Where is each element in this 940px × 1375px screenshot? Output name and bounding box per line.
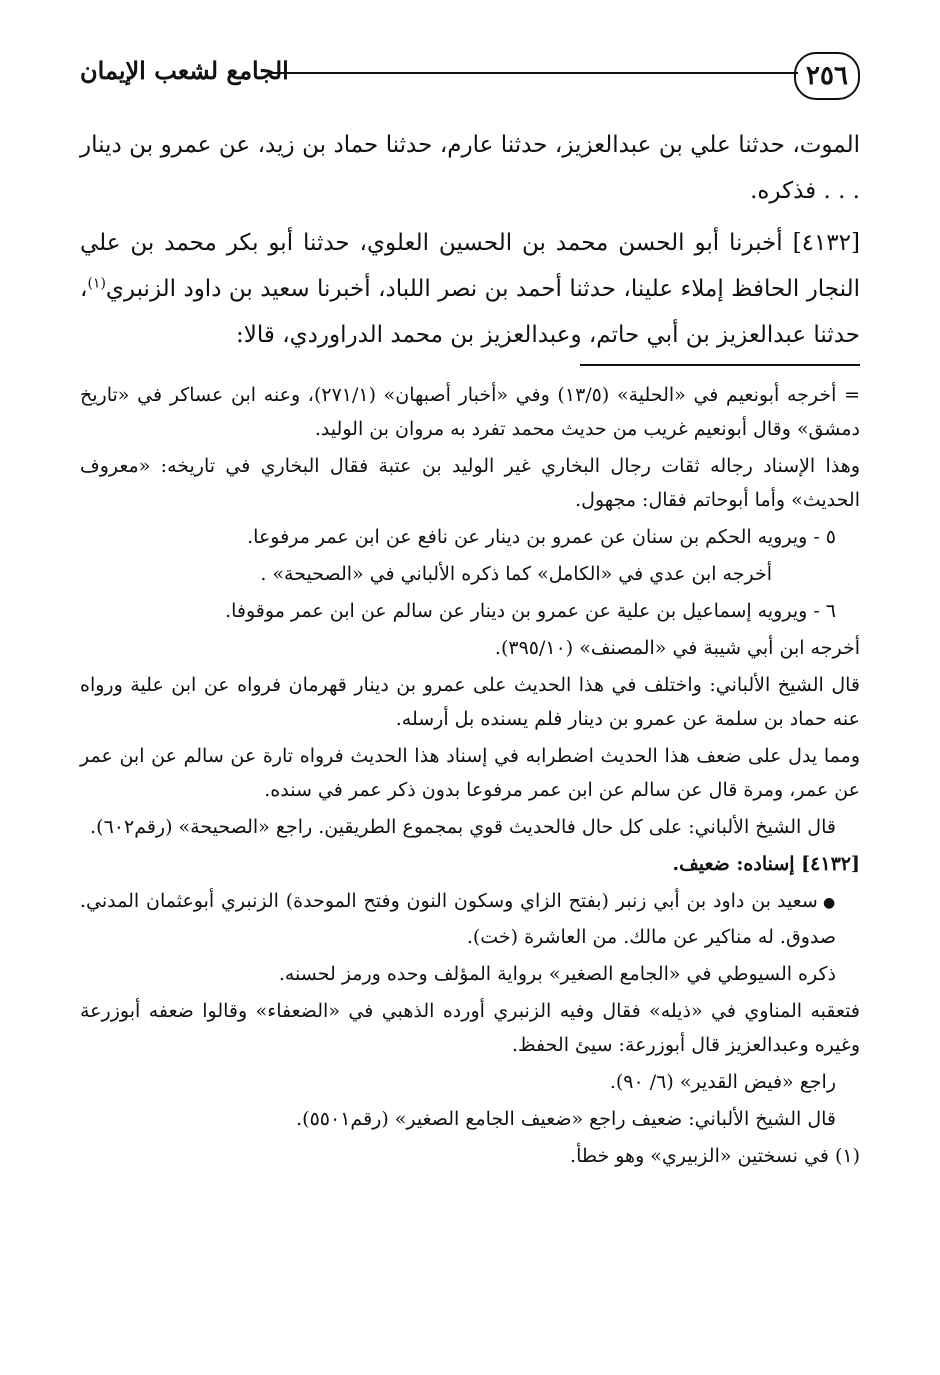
page-number: ٢٥٦ bbox=[794, 52, 860, 100]
hadith-text-part-b: ، حدثنا عبدالعزيز بن أبي حاتم، وعبدالعزيز بن محمد الدراوردي، قالا: bbox=[80, 276, 860, 348]
footnote-separator bbox=[580, 364, 860, 366]
footnote-marker: (١) bbox=[87, 275, 106, 292]
main-text bbox=[80, 122, 860, 358]
hadith-text-part-a: [٤١٣٢] أخبرنا أبو الحسن محمد بن الحسين العلوي، حدثنا أبو بكر محمد بن علي النجار الحافظ إملاء علينا، حدثنا أحمد بن نصر اللباد، أخبرنا سعيد بن داود الزنبري bbox=[80, 230, 860, 302]
note-numbered-item: ٥ - ويرويه الحكم بن سنان عن عمرو بن دينار عن نافع عن ابن عمر مرفوعا. bbox=[247, 526, 836, 548]
footnotes bbox=[80, 378, 860, 1173]
book-title: الجامع لشعب الإيمان bbox=[80, 56, 289, 85]
narrator-bullet-item: ● سعيد بن داود بن أبي زنبر (بفتح الزاي وسكون النون وفتح الموحدة) الزنبري أبوعثمان المدني. صدوق. له مناكير عن مالك. من العاشرة (خت). bbox=[80, 884, 860, 954]
isnad-grade-heading: [٤١٣٢] إسناده: ضعيف. bbox=[672, 853, 860, 875]
note-paragraph: أخرجه ابن عدي في «الكامل» كما ذكره الألباني في «الصحيحة» . bbox=[260, 563, 772, 585]
document-page bbox=[80, 48, 860, 1176]
hadith-4132-paragraph bbox=[80, 220, 860, 358]
note-paragraph: = أخرجه أبونعيم في «الحلية» (١٣/٥) وفي «أخبار أصبهان» (٢٧١/١)، وعنه ابن عساكر في «تاريخ دمشق» وقال أبونعيم غريب من حديث محمد تفرد به مروان بن الوليد. bbox=[80, 384, 860, 440]
note-paragraph: راجع «فيض القدير» (٦/ ٩٠). bbox=[609, 1071, 836, 1093]
main-paragraph: الموت، حدثنا علي بن عبدالعزيز، حدثنا عارم، حدثنا حماد بن زيد، عن عمرو بن دينار . . . فذكره. bbox=[80, 132, 860, 204]
note-paragraph: ذكره السيوطي في «الجامع الصغير» برواية المؤلف وحده ورمز لحسنه. bbox=[278, 963, 836, 985]
footnote-1: (١) في نسختين «الزبيري» وهو خطأ. bbox=[570, 1145, 860, 1167]
note-numbered-item: ٦ - ويرويه إسماعيل بن علية عن عمرو بن دينار عن سالم عن ابن عمر موقوفا. bbox=[225, 600, 836, 622]
note-paragraph: قال الشيخ الألباني: على كل حال فالحديث قوي بمجموع الطريقين. راجع «الصحيحة» (رقم٦٠٢). bbox=[90, 816, 836, 838]
header-rule bbox=[270, 72, 798, 74]
note-paragraph: قال الشيخ الألباني: واختلف في هذا الحديث على عمرو بن دينار قهرمان فرواه عن ابن علية ورواه عنه حماد بن سلمة عن عمرو بن دينار فلم يسنده بل أرسله. bbox=[80, 674, 860, 730]
note-paragraph: قال الشيخ الألباني: ضعيف راجع «ضعيف الجامع الصغير» (رقم٥٥٠١). bbox=[296, 1108, 836, 1130]
note-paragraph: أخرجه ابن أبي شيبة في «المصنف» (٣٩٥/١٠). bbox=[494, 637, 860, 659]
note-paragraph: وهذا الإسناد رجاله ثقات رجال البخاري غير الوليد بن عتبة فقال البخاري في تاريخه: «معروف الحديث» وأما أبوحاتم فقال: مجهول. bbox=[80, 455, 860, 511]
note-paragraph: فتعقبه المناوي في «ذيله» فقال وفيه الزنبري أورده الذهبي في «الضعفاء» وقالوا ضعفه أبوزرعة وغيره وعبدالعزيز قال أبوزرعة: سيئ الحفظ. bbox=[80, 1000, 860, 1056]
note-paragraph: ومما يدل على ضعف هذا الحديث اضطرابه في إسناد هذا الحديث فرواه تارة عن سالم عن ابن عمر عن عمر، ومرة قال عن سالم عن ابن عمر مرفوعا بدون ذكر عمر في سنده. bbox=[80, 745, 860, 801]
page-header bbox=[80, 48, 860, 106]
